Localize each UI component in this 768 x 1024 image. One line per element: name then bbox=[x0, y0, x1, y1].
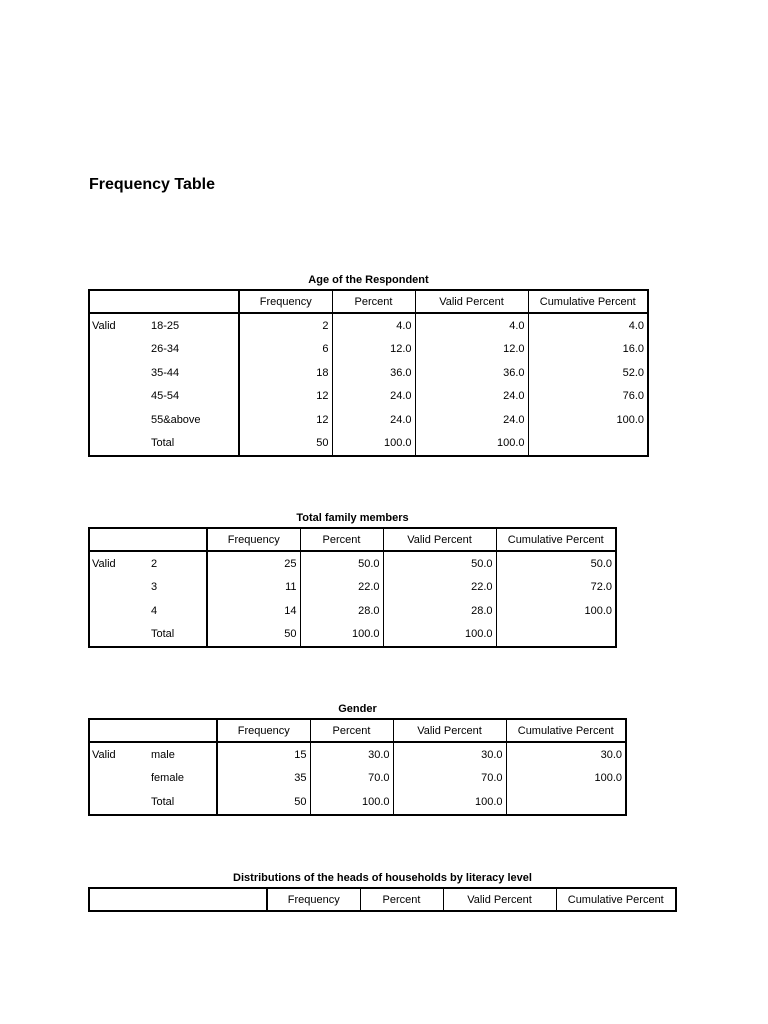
table-cell: 4 bbox=[149, 599, 207, 623]
table-cell: 70.0 bbox=[393, 767, 506, 791]
literacy-table-title: Distributions of the heads of households by literacy level bbox=[233, 872, 532, 884]
header-percent: Percent bbox=[310, 719, 393, 742]
table-cell: 25 bbox=[207, 551, 300, 576]
table-cell: 52.0 bbox=[622, 366, 644, 379]
header-valid-percent: Valid Percent bbox=[393, 719, 506, 742]
table-cell: 4.0 bbox=[628, 319, 644, 332]
header-cumulative-percent: Cumulative Percent bbox=[528, 290, 648, 313]
family-members-frequency-table bbox=[88, 527, 617, 648]
table-cell: 50 bbox=[239, 432, 332, 457]
table-cell: 2 bbox=[149, 551, 207, 576]
table-cell bbox=[89, 576, 149, 600]
table-cell: 4.0 bbox=[332, 313, 415, 338]
table-cell: 70.0 bbox=[310, 767, 393, 791]
table-cell: 50.0 bbox=[590, 557, 612, 570]
table-cell: 3 bbox=[149, 576, 207, 600]
table-cell: 100.0 bbox=[584, 604, 612, 617]
header-cumulative-percent: Cumulative Percent bbox=[506, 719, 626, 742]
header-frequency: Frequency bbox=[217, 719, 310, 742]
header-cell bbox=[149, 888, 267, 911]
header-cell bbox=[89, 719, 149, 742]
table-row bbox=[89, 551, 616, 576]
header-percent: Percent bbox=[300, 528, 383, 551]
table-cell: Total bbox=[149, 623, 207, 648]
table-cell: 100.0 bbox=[332, 432, 415, 457]
family-table-title: Total family members bbox=[296, 512, 409, 524]
table-cell: 100.0 bbox=[594, 772, 622, 785]
table-cell: 50 bbox=[207, 623, 300, 648]
table-row bbox=[89, 767, 626, 791]
table-cell: 76.0 bbox=[622, 390, 644, 403]
table-cell: 12 bbox=[239, 408, 332, 432]
table-cell bbox=[89, 623, 149, 648]
table-cell: 26-34 bbox=[149, 338, 239, 362]
header-frequency: Frequency bbox=[267, 888, 360, 911]
header-valid-percent: Valid Percent bbox=[383, 528, 496, 551]
table-row bbox=[89, 790, 626, 815]
table-cell bbox=[496, 623, 616, 648]
table-row bbox=[89, 313, 648, 338]
table-cell: 22.0 bbox=[300, 576, 383, 600]
table-header-row bbox=[89, 528, 616, 551]
header-frequency: Frequency bbox=[239, 290, 332, 313]
header-cumulative-percent: Cumulative Percent bbox=[496, 528, 616, 551]
table-row bbox=[89, 599, 616, 623]
table-cell: female bbox=[149, 767, 217, 791]
table-cell: 24.0 bbox=[332, 408, 415, 432]
table-cell: 100.0 bbox=[383, 623, 496, 648]
table-row bbox=[89, 361, 648, 385]
literacy-frequency-table bbox=[88, 887, 677, 912]
header-cell bbox=[149, 719, 217, 742]
table-cell: 35-44 bbox=[149, 361, 239, 385]
table-cell: 50.0 bbox=[300, 551, 383, 576]
table-cell bbox=[89, 790, 149, 815]
table-cell: 30.0 bbox=[310, 742, 393, 767]
table-cell: 2 bbox=[239, 313, 332, 338]
table-header-row bbox=[89, 719, 626, 742]
table-cell: 36.0 bbox=[415, 361, 528, 385]
table-cell: male bbox=[149, 742, 217, 767]
table-cell bbox=[89, 361, 149, 385]
table-cell: 12.0 bbox=[332, 338, 415, 362]
table-cell: 30.0 bbox=[600, 748, 622, 761]
table-cell: 100.0 bbox=[310, 790, 393, 815]
table-cell: 24.0 bbox=[332, 385, 415, 409]
header-cell bbox=[149, 290, 239, 313]
table-cell bbox=[89, 599, 149, 623]
table-cell: Total bbox=[149, 432, 239, 457]
age-table-title: Age of the Respondent bbox=[308, 274, 429, 286]
table-row bbox=[89, 338, 648, 362]
table-cell: 14 bbox=[207, 599, 300, 623]
table-cell bbox=[506, 790, 626, 815]
table-row bbox=[89, 623, 616, 648]
literacy-table-container bbox=[88, 872, 677, 912]
table-cell bbox=[89, 767, 149, 791]
table-row bbox=[89, 385, 648, 409]
table-row bbox=[89, 742, 626, 767]
table-cell bbox=[89, 338, 149, 362]
table-cell bbox=[89, 408, 149, 432]
page-title: Frequency Table bbox=[89, 176, 215, 193]
table-cell: 100.0 bbox=[415, 432, 528, 457]
table-cell: 12 bbox=[239, 385, 332, 409]
table-cell: Valid bbox=[92, 557, 116, 570]
header-cumulative-percent: Cumulative Percent bbox=[556, 888, 676, 911]
age-table-container bbox=[88, 274, 649, 457]
table-cell bbox=[89, 432, 149, 457]
table-cell: Total bbox=[149, 790, 217, 815]
table-cell: Valid bbox=[92, 319, 116, 332]
header-cell bbox=[89, 290, 149, 313]
family-table-container bbox=[88, 512, 617, 648]
table-cell: 28.0 bbox=[383, 599, 496, 623]
table-header-row bbox=[89, 888, 676, 911]
table-cell: 18-25 bbox=[149, 313, 239, 338]
header-cell bbox=[89, 888, 149, 911]
table-cell: 24.0 bbox=[415, 385, 528, 409]
table-cell: Valid bbox=[92, 748, 116, 761]
table-cell: 4.0 bbox=[415, 313, 528, 338]
header-percent: Percent bbox=[360, 888, 443, 911]
table-header-row bbox=[89, 290, 648, 313]
header-valid-percent: Valid Percent bbox=[415, 290, 528, 313]
table-cell bbox=[528, 432, 648, 457]
table-cell: 55&above bbox=[149, 408, 239, 432]
table-cell: 16.0 bbox=[622, 343, 644, 356]
header-cell bbox=[149, 528, 207, 551]
table-cell: 30.0 bbox=[393, 742, 506, 767]
table-cell: 22.0 bbox=[383, 576, 496, 600]
table-cell: 50 bbox=[217, 790, 310, 815]
header-cell bbox=[89, 528, 149, 551]
gender-table-container bbox=[88, 703, 627, 816]
table-row bbox=[89, 408, 648, 432]
table-cell: 28.0 bbox=[300, 599, 383, 623]
header-valid-percent: Valid Percent bbox=[443, 888, 556, 911]
table-row bbox=[89, 576, 616, 600]
table-cell: 15 bbox=[217, 742, 310, 767]
table-cell: 35 bbox=[217, 767, 310, 791]
gender-table-title: Gender bbox=[338, 703, 377, 715]
table-cell: 50.0 bbox=[383, 551, 496, 576]
table-cell: 11 bbox=[207, 576, 300, 600]
header-frequency: Frequency bbox=[207, 528, 300, 551]
table-cell: 100.0 bbox=[300, 623, 383, 648]
table-cell: 18 bbox=[239, 361, 332, 385]
age-frequency-table bbox=[88, 289, 649, 457]
table-row bbox=[89, 432, 648, 457]
table-cell: 45-54 bbox=[149, 385, 239, 409]
table-cell: 100.0 bbox=[616, 413, 644, 426]
table-cell: 6 bbox=[239, 338, 332, 362]
table-cell: 12.0 bbox=[415, 338, 528, 362]
table-cell: 36.0 bbox=[332, 361, 415, 385]
table-cell: 72.0 bbox=[590, 581, 612, 594]
table-cell bbox=[89, 385, 149, 409]
header-percent: Percent bbox=[332, 290, 415, 313]
table-cell: 100.0 bbox=[393, 790, 506, 815]
table-cell: 24.0 bbox=[415, 408, 528, 432]
gender-frequency-table bbox=[88, 718, 627, 816]
